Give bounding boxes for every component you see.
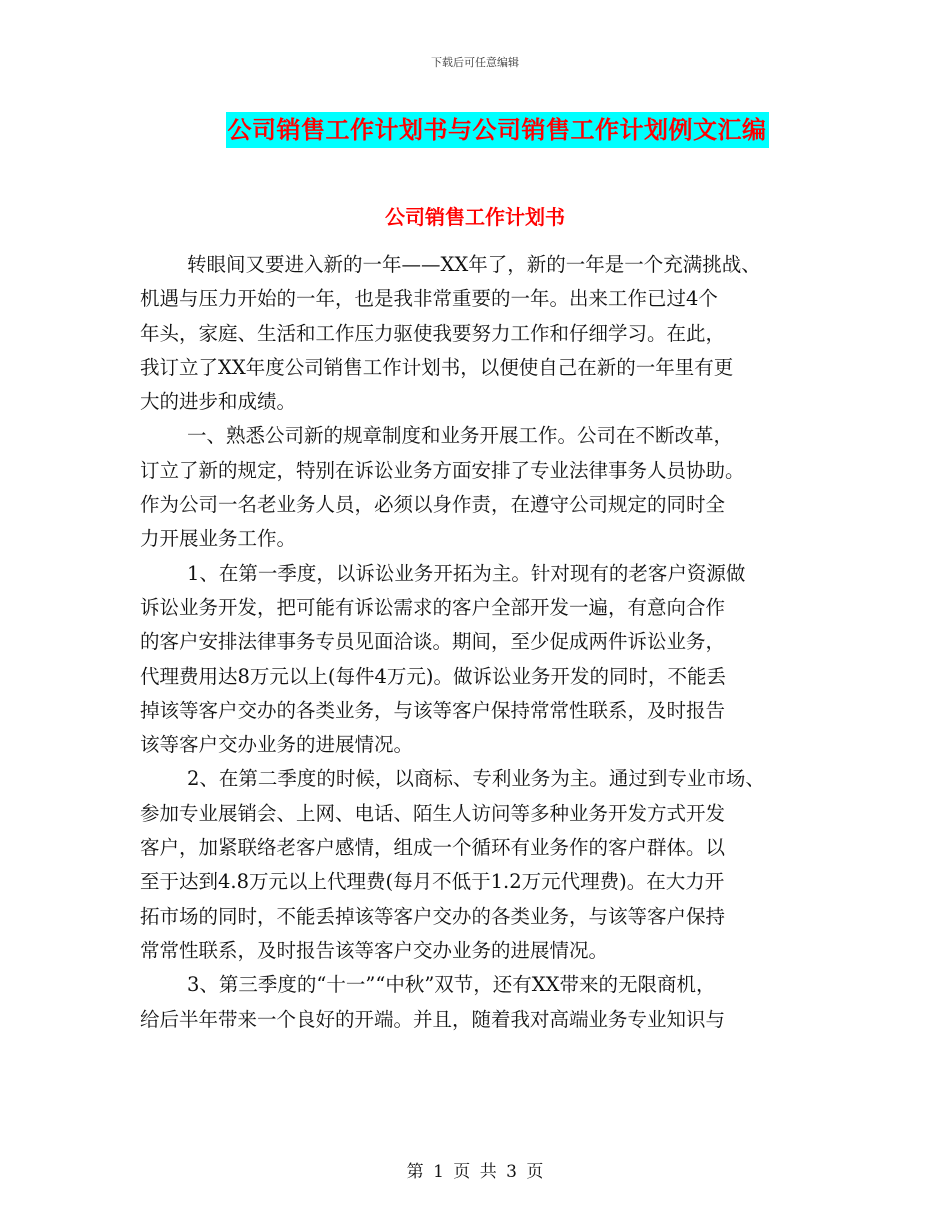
text-line: 转眼间又要进入新的一年——XX年了，新的一年是一个充满挑战、 — [187, 253, 761, 276]
text-line: 2、在第二季度的时候，以商标、专利业务为主。通过到专业市场、 — [187, 767, 765, 791]
paragraph — [140, 968, 820, 1037]
body-text — [140, 248, 820, 1037]
main-title: 公司销售工作计划书与公司销售工作计划例文汇编 — [226, 112, 769, 148]
text-line: 一、熟悉公司新的规章制度和业务开展工作。公司在不断改革， — [187, 424, 734, 448]
text-line: 拓市场的同时，不能丢掉该等客户交办的各类业务，与该等客户保持 — [140, 904, 726, 928]
text-line: 参加专业展销会、上网、电话、陌生人访问等多种业务开发方式开发 — [140, 801, 726, 825]
text-line: 的客户安排法律事务专员见面洽谈。期间，至少促成两件诉讼业务， — [140, 630, 726, 654]
paragraph — [140, 419, 820, 556]
text-line: 客户，加紧联络老客户感情，组成一个循环有业务作的客户群体。以 — [140, 836, 726, 860]
text-line: 大的进步和成绩。 — [140, 390, 297, 414]
header-note: 下载后可任意编辑 — [431, 56, 519, 69]
text-line: 3、第三季度的“十一”“中秋”双节，还有XX带来的无限商机， — [187, 973, 716, 997]
text-line: 该等客户交办业务的进展情况。 — [140, 733, 414, 757]
paragraph — [140, 557, 820, 763]
text-line: 力开展业务工作。 — [140, 527, 297, 551]
main-title-wrap — [0, 112, 950, 148]
text-line: 给后半年带来一个良好的开端。并且，随着我对高端业务专业知识与 — [140, 1007, 726, 1031]
text-line: 常常性联系，及时报告该等客户交办业务的进展情况。 — [140, 938, 609, 962]
paragraph — [140, 248, 820, 419]
text-line: 诉讼业务开发，把可能有诉讼需求的客户全部开发一遍，有意向合作 — [140, 595, 726, 619]
text-line: 掉该等客户交办的各类业务，与该等客户保持常常性联系，及时报告 — [140, 698, 726, 722]
text-line: 我订立了XX年度公司销售工作计划书，以便使自己在新的一年里有更 — [140, 355, 734, 379]
text-line: 年头，家庭、生活和工作压力驱使我要努力工作和仔细学习。在此， — [140, 321, 726, 345]
section-title: 公司销售工作计划书 — [385, 205, 565, 229]
text-line: 代理费用达8万元以上(每件4万元)。做诉讼业务开发的同时，不能丢 — [140, 664, 727, 688]
text-line: 机遇与压力开始的一年，也是我非常重要的一年。出来工作已过4个 — [140, 287, 718, 311]
text-line: 1、在第一季度，以诉讼业务开拓为主。针对现有的老客户资源做 — [187, 561, 746, 585]
text-line: 作为公司一名老业务人员，必须以身作责，在遵守公司规定的同时全 — [140, 493, 726, 517]
text-line: 至于达到4.8万元以上代理费(每月不低于1.2万元代理费)。在大力开 — [140, 870, 725, 894]
paragraph — [140, 762, 820, 968]
text-line: 订立了新的规定，特别在诉讼业务方面安排了专业法律事务人员协助。 — [140, 458, 745, 482]
page-footer: 第 1 页 共 3 页 — [406, 1162, 544, 1182]
